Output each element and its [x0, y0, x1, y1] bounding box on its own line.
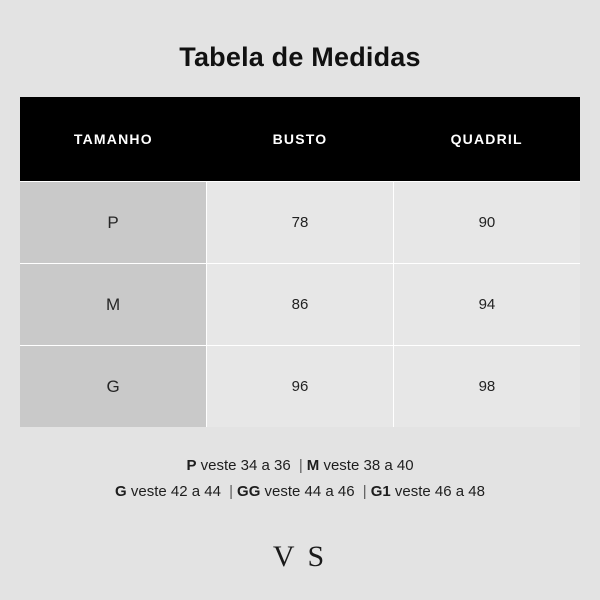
- column-header-quadril: QUADRIL: [393, 97, 580, 182]
- cell-quadril-p: 90: [393, 182, 580, 264]
- size-equivalence-notes: [20, 453, 580, 506]
- cell-busto-p: 78: [207, 182, 394, 264]
- note-label-g1: G1: [370, 483, 391, 501]
- note-label-g: G: [115, 483, 127, 501]
- brand-logo: V S: [272, 540, 328, 573]
- note-text-g1: veste 46 a 48: [390, 483, 485, 501]
- notes-line-2: [20, 479, 580, 505]
- table-row: [20, 346, 580, 428]
- note-text-p: veste 34 a 36: [196, 457, 295, 474]
- page-title: Tabela de Medidas: [179, 42, 421, 72]
- cell-size-m: M: [20, 264, 207, 346]
- note-separator: |: [298, 457, 303, 474]
- cell-size-g: G: [20, 346, 207, 428]
- notes-line-1: [20, 453, 580, 479]
- note-separator: |: [362, 483, 367, 501]
- table-row: [20, 182, 580, 264]
- cell-quadril-g: 98: [393, 346, 580, 428]
- cell-size-p: P: [20, 182, 207, 264]
- note-text-m: veste 38 a 40: [319, 457, 414, 474]
- table-header: [20, 97, 580, 182]
- note-text-gg: veste 44 a 46: [260, 483, 359, 501]
- note-label-m: M: [306, 457, 320, 474]
- note-text-g: veste 42 a 44: [126, 483, 226, 501]
- note-label-gg: GG: [237, 483, 261, 501]
- table-header-row: [20, 97, 580, 182]
- cell-busto-g: 96: [207, 346, 394, 428]
- cell-quadril-m: 94: [393, 264, 580, 346]
- column-header-busto: BUSTO: [207, 97, 394, 182]
- table-body: [20, 182, 580, 428]
- cell-busto-m: 86: [207, 264, 394, 346]
- size-table: [20, 97, 580, 427]
- note-separator: |: [229, 483, 234, 501]
- size-table-container: [20, 97, 580, 427]
- note-label-p: P: [186, 457, 197, 474]
- column-header-tamanho: TAMANHO: [20, 97, 207, 182]
- table-row: [20, 264, 580, 346]
